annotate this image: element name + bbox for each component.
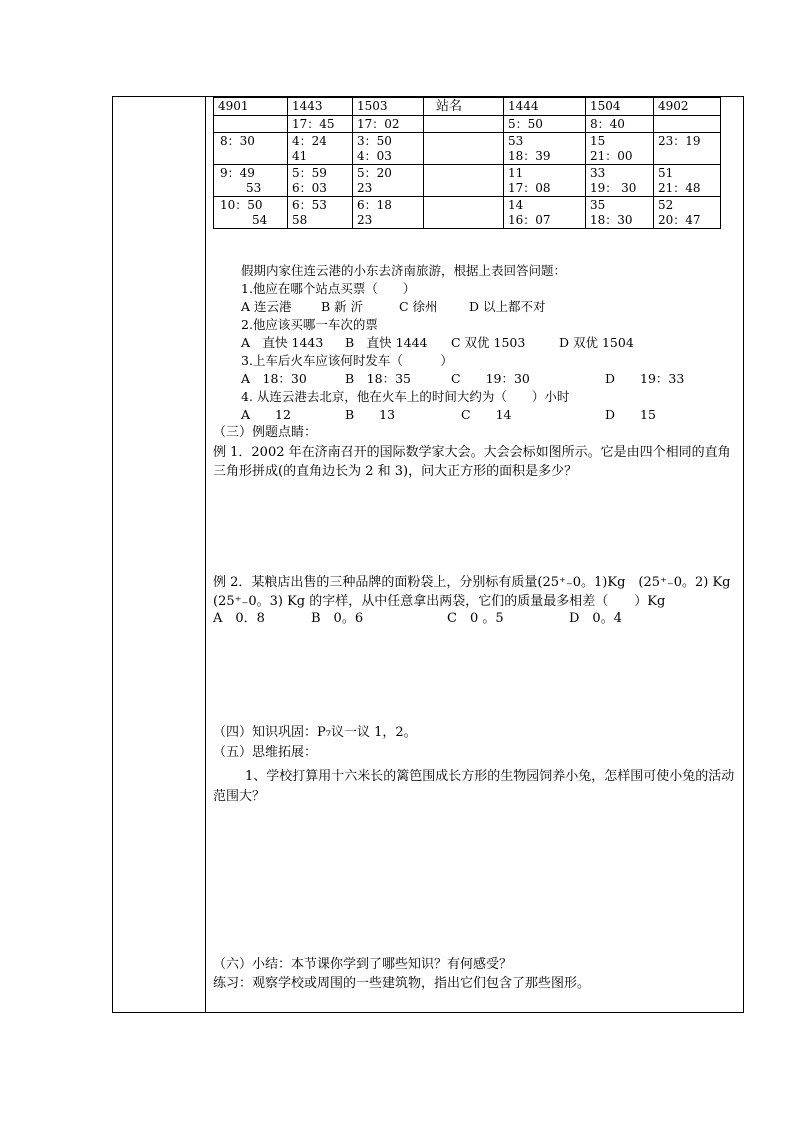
example-2-line-2: (25⁺₋0。3) Kg 的字样，从中任意拿出两袋，它们的质量最多相差（ ）Kg xyxy=(213,594,666,609)
header-cell: 1503 xyxy=(353,98,424,116)
example-2-options xyxy=(213,611,622,627)
question-4: 4. 从连云港去北京，他在火车上的时间大约为（ ）小时 xyxy=(241,389,570,404)
option: A 连云港 xyxy=(241,299,292,314)
cell-line: 5：59 xyxy=(292,166,327,180)
cell-line: 16：07 xyxy=(508,213,551,227)
option: C 徐州 xyxy=(399,299,438,314)
example-1: 例 1．2002 年在济南召开的国际数学家大会。大会会标如图所示。它是由四个相同的直角三角形拼成(的直角边长为 2 和 3)，问大正方形的面积是多少？ xyxy=(213,445,731,479)
cell-line: 52 xyxy=(658,198,674,212)
cell-line: 23 xyxy=(357,181,373,195)
option: A 0．8 xyxy=(213,611,265,626)
option: B 13 xyxy=(345,407,396,422)
cell-line: 6：53 xyxy=(292,198,327,212)
cell xyxy=(654,116,721,133)
cell-line: 20：47 xyxy=(658,213,701,227)
cell-line: 9：49 xyxy=(220,166,255,180)
cell-line: 41 xyxy=(292,149,308,163)
timetable-row xyxy=(214,116,721,133)
timetable-row xyxy=(214,197,721,229)
question-4-options xyxy=(241,407,656,423)
header-cell: 1504 xyxy=(586,98,654,116)
question-3-options xyxy=(241,371,684,387)
question-3: 3.上车后火车应该何时发车（ ） xyxy=(241,353,453,368)
section-3-heading: （三）例题点睛： xyxy=(213,425,318,440)
cell-line: 54 xyxy=(252,213,268,227)
option: D 0。4 xyxy=(569,611,622,626)
question-1-options xyxy=(241,299,546,315)
cell xyxy=(214,116,288,133)
question-intro: 假期内家住连云港的小东去济南旅游，根据上表回答问题： xyxy=(241,263,567,278)
option: C 0 。5 xyxy=(447,611,504,626)
cell-line: 6：03 xyxy=(292,181,327,195)
cell-line: 17：08 xyxy=(508,181,551,195)
section-4-heading: （四）知识巩固：P₇议一议 1，2。 xyxy=(213,725,417,740)
cell xyxy=(424,116,504,133)
header-cell: 1444 xyxy=(504,98,586,116)
train-timetable xyxy=(213,97,721,229)
example-2-line-1: 例 2．某粮店出售的三种品牌的面粉袋上，分别标有质量(25⁺₋0。1)Kg (25⁺₋0。2) Kg xyxy=(213,575,731,590)
option: B 直快 1444 xyxy=(345,335,428,350)
column-divider xyxy=(205,97,206,1012)
header-cell: 4901 xyxy=(214,98,288,116)
cell-line: 53 xyxy=(508,134,524,148)
cell-line: 8：30 xyxy=(220,134,255,148)
cell-line: 10：50 xyxy=(220,198,263,212)
option: A 18：30 xyxy=(241,371,307,386)
cell-line: 23 xyxy=(357,213,373,227)
cell-line: 18：39 xyxy=(508,149,551,163)
cell: 8：40 xyxy=(586,116,654,133)
question-2: 2.他应该买哪一车次的票 xyxy=(241,317,378,332)
option: D 双优 1504 xyxy=(559,335,634,350)
option: C 19：30 xyxy=(451,371,530,386)
thinking-question: 1、学校打算用十六米长的篱笆围成长方形的生物园饲养小兔，怎样围可使小兔的活动范围大？ xyxy=(213,769,735,804)
option: B 18：35 xyxy=(345,371,411,386)
header-cell: 1443 xyxy=(288,98,353,116)
practice-text: 练习：观察学校或周围的一些建筑物，指出它们包含了那些图形。 xyxy=(213,976,591,991)
question-2-options xyxy=(241,335,634,351)
cell-line: 53 xyxy=(246,181,262,195)
header-cell-station: 站名 xyxy=(424,98,504,116)
lesson-content xyxy=(211,97,739,1012)
cell-line: 4：24 xyxy=(292,134,327,148)
cell-line: 21：48 xyxy=(658,181,701,195)
section-5-heading: （五）思维拓展： xyxy=(213,745,318,760)
timetable-row xyxy=(214,133,721,165)
option: C 双优 1503 xyxy=(451,335,526,350)
timetable-row xyxy=(214,165,721,197)
timetable-header xyxy=(214,98,721,116)
cell-line: 14 xyxy=(508,198,524,212)
option: A 12 xyxy=(241,407,291,422)
cell: 17：02 xyxy=(353,116,424,133)
question-1: 1.他应在哪个站点买票（ ） xyxy=(241,281,416,296)
cell-line: 3：50 xyxy=(357,134,392,148)
option: D 19：33 xyxy=(605,371,685,386)
cell-line: 5：20 xyxy=(357,166,392,180)
cell-line: 18：30 xyxy=(590,213,633,227)
cell-line: 19： 30 xyxy=(590,181,637,195)
option: A 直快 1443 xyxy=(241,335,324,350)
cell-line: 51 xyxy=(658,166,674,180)
option: D 15 xyxy=(605,407,656,422)
option: B 新 沂 xyxy=(321,299,364,314)
header-cell: 4902 xyxy=(654,98,721,116)
cell-line: 58 xyxy=(292,213,308,227)
cell: 17：45 xyxy=(288,116,353,133)
option: B 0。6 xyxy=(311,611,364,626)
cell-line: 33 xyxy=(590,166,606,180)
cell-line: 11 xyxy=(508,166,524,180)
lesson-frame xyxy=(112,96,744,1013)
section-6-heading: （六）小结：本节课你学到了哪些知识？有何感受？ xyxy=(213,957,513,972)
cell-line: 15 xyxy=(590,134,606,148)
cell-line: 21：00 xyxy=(590,149,633,163)
cell-line: 35 xyxy=(590,198,606,212)
option: D 以上都不对 xyxy=(469,299,546,314)
option: C 14 xyxy=(461,407,512,422)
cell: 5：50 xyxy=(504,116,586,133)
cell-line: 4：03 xyxy=(357,149,392,163)
cell-line: 23：19 xyxy=(658,134,701,148)
cell-line: 6：18 xyxy=(357,198,392,212)
